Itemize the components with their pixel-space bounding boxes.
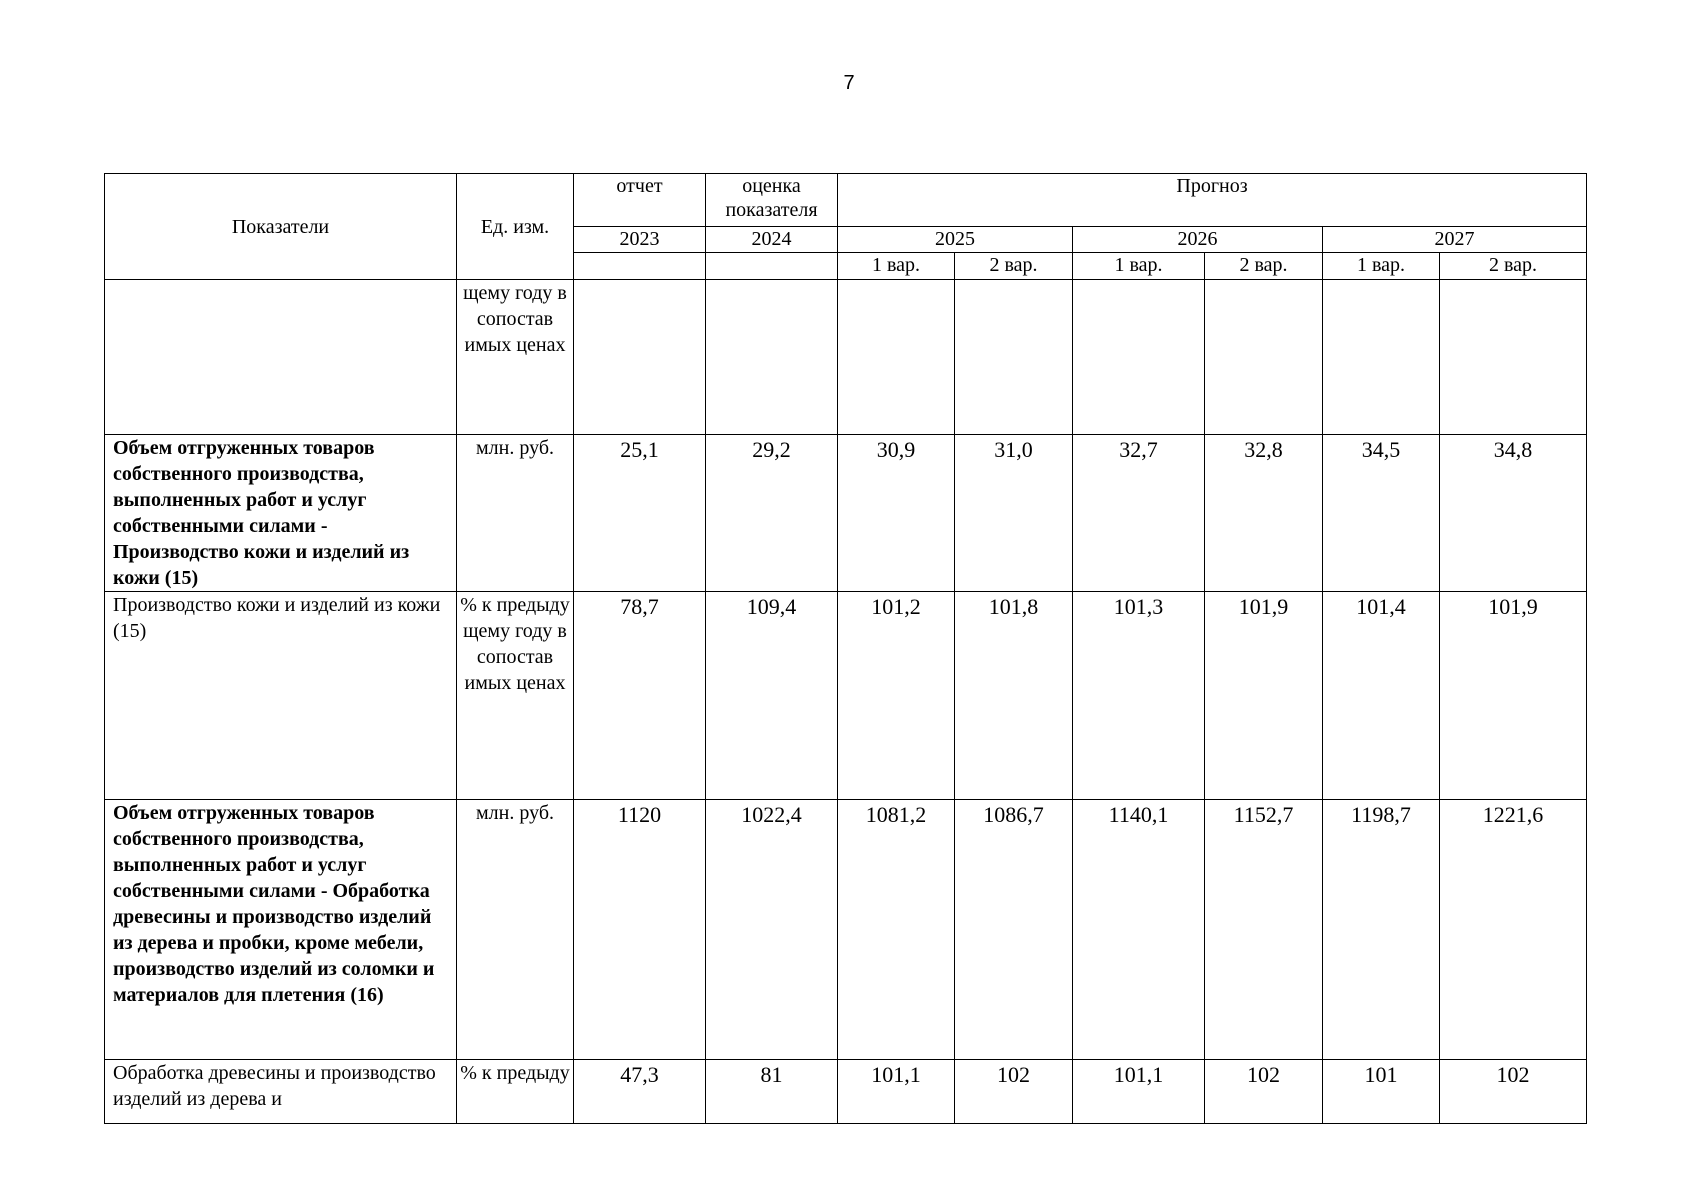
value-cell: 102: [955, 1060, 1073, 1124]
unit-cell: млн. руб.: [457, 435, 574, 592]
value-cell: 31,0: [955, 435, 1073, 592]
value-cell: 1221,6: [1440, 800, 1587, 1060]
value-cell: 1081,2: [838, 800, 955, 1060]
header-indicators-label: Показатели: [231, 215, 330, 238]
value-cell: 29,2: [706, 435, 838, 592]
value-cell: 102: [1440, 1060, 1587, 1124]
value-cell: [838, 280, 955, 435]
page-number: 7: [843, 72, 855, 94]
header-year: 2026: [1073, 227, 1323, 253]
header-forecast: [838, 174, 1587, 227]
table-row: [105, 592, 1587, 800]
value-cell: 1198,7: [1323, 800, 1440, 1060]
header-estimate: [706, 174, 838, 227]
value-cell: 1140,1: [1073, 800, 1205, 1060]
value-cell: 1120: [574, 800, 706, 1060]
value-cell: 101,9: [1205, 592, 1323, 800]
value-cell: 101,9: [1440, 592, 1587, 800]
unit-cell: % к предыду щему году в сопостав имых ценах: [457, 592, 574, 800]
header-variant: 1 вар.: [1323, 253, 1440, 280]
value-cell: 1152,7: [1205, 800, 1323, 1060]
value-cell: 102: [1205, 1060, 1323, 1124]
header-variant: 2 вар.: [1440, 253, 1587, 280]
value-cell: 101,3: [1073, 592, 1205, 800]
value-cell: [706, 280, 838, 435]
value-cell: 101,1: [838, 1060, 955, 1124]
value-cell: [1323, 280, 1440, 435]
value-cell: 30,9: [838, 435, 955, 592]
unit-cell: % к предыду: [457, 1060, 574, 1124]
table-row: [105, 1060, 1587, 1124]
unit-cell: млн. руб.: [457, 800, 574, 1060]
forecast-table: [104, 173, 1587, 1124]
value-cell: 78,7: [574, 592, 706, 800]
value-cell: 47,3: [574, 1060, 706, 1124]
header-year: 2025: [838, 227, 1073, 253]
table-row: [105, 280, 1587, 435]
header-year: 2023: [574, 227, 706, 253]
value-cell: [1073, 280, 1205, 435]
header-unit-label: Ед. изм.: [480, 215, 550, 238]
value-cell: [1205, 280, 1323, 435]
header-variant: 2 вар.: [955, 253, 1073, 280]
header-variant: 1 вар.: [838, 253, 955, 280]
header-variant: 2 вар.: [1205, 253, 1323, 280]
header-empty-cell: [706, 253, 838, 280]
unit-cell: щему году в сопостав имых ценах: [457, 280, 574, 435]
value-cell: 25,1: [574, 435, 706, 592]
value-cell: 32,7: [1073, 435, 1205, 592]
header-report-label: отчет: [616, 175, 663, 197]
header-year: 2027: [1323, 227, 1587, 253]
value-cell: [1440, 280, 1587, 435]
indicator-cell: Объем отгруженных товаров собственного производства, выполненных работ и услуг собственными силами - Обработка древесины и производство изделий из дерева и пробки, кроме мебели, производство изделий из соломки и материалов для плетения (16): [105, 800, 457, 1060]
value-cell: [574, 280, 706, 435]
value-cell: 32,8: [1205, 435, 1323, 592]
header-estimate-label: оценка показателя: [725, 175, 818, 221]
indicator-cell: [105, 280, 457, 435]
header-year: 2024: [706, 227, 838, 253]
header-unit: [457, 174, 574, 280]
value-cell: 109,4: [706, 592, 838, 800]
value-cell: 101,8: [955, 592, 1073, 800]
table-row: [105, 435, 1587, 592]
value-cell: 101,1: [1073, 1060, 1205, 1124]
header-empty-cell: [574, 253, 706, 280]
value-cell: [955, 280, 1073, 435]
value-cell: 1022,4: [706, 800, 838, 1060]
header-forecast-label: Прогноз: [1176, 175, 1248, 197]
header-report: [574, 174, 706, 227]
value-cell: 101,2: [838, 592, 955, 800]
value-cell: 34,5: [1323, 435, 1440, 592]
header-indicators: [105, 174, 457, 280]
header-variant: 1 вар.: [1073, 253, 1205, 280]
table-row: [105, 800, 1587, 1060]
indicator-cell: Производство кожи и изделий из кожи (15): [105, 592, 457, 800]
value-cell: 101: [1323, 1060, 1440, 1124]
value-cell: 81: [706, 1060, 838, 1124]
indicator-cell: Объем отгруженных товаров собственного производства, выполненных работ и услуг собственными силами - Производство кожи и изделий из кожи (15): [105, 435, 457, 592]
value-cell: 34,8: [1440, 435, 1587, 592]
indicator-cell: Обработка древесины и производство изделий из дерева и: [105, 1060, 457, 1124]
value-cell: 101,4: [1323, 592, 1440, 800]
header-row-1: [105, 174, 1587, 227]
value-cell: 1086,7: [955, 800, 1073, 1060]
